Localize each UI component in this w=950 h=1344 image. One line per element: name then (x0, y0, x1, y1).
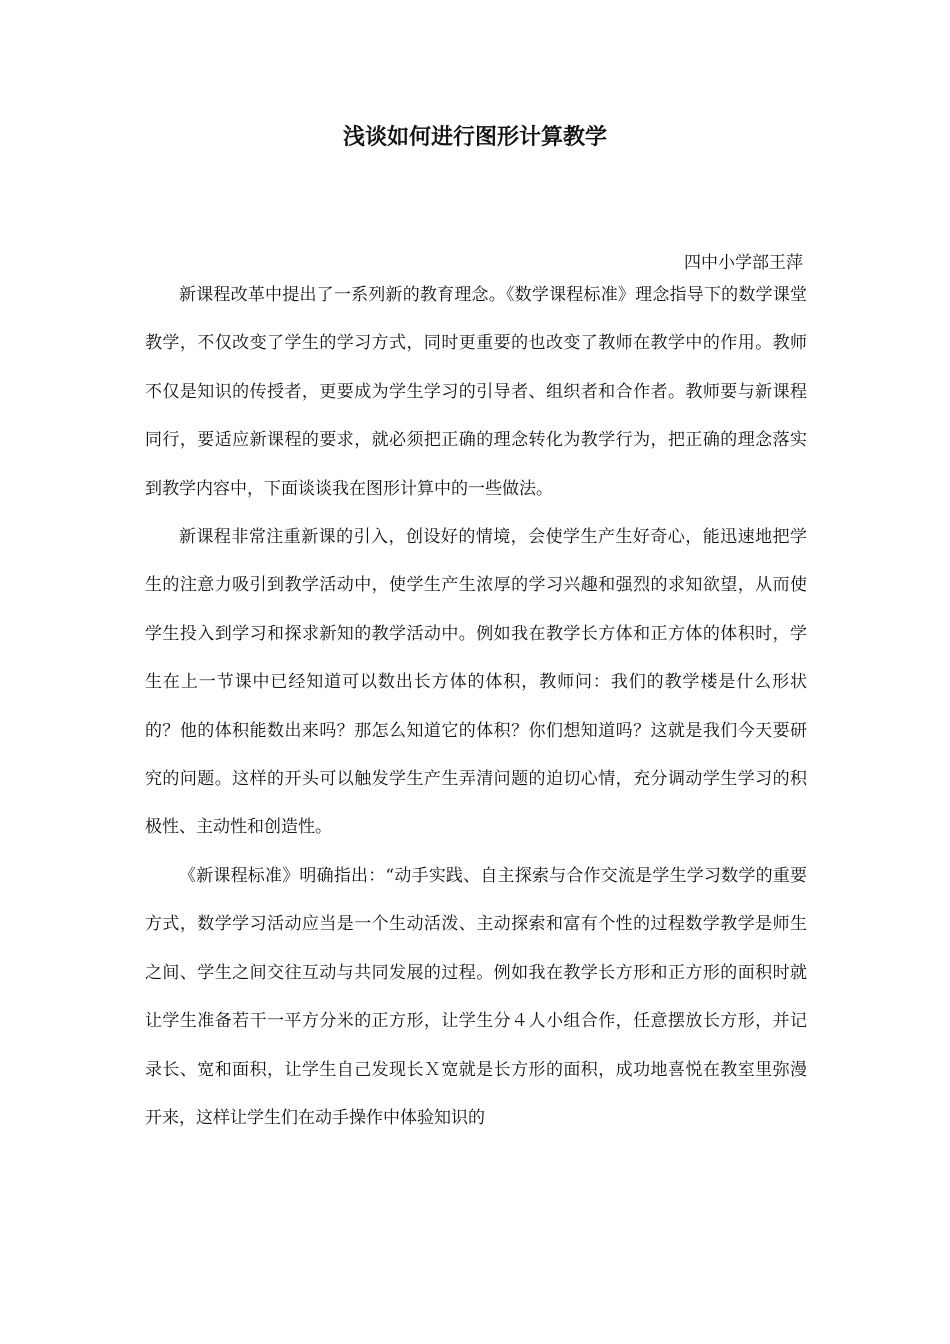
author-line: 四中小学部王萍 (684, 253, 803, 273)
paragraph-1: 新课程改革中提出了一系列新的教育理念。《数学课程标准》理念指导下的数学课堂教学，不仅改变了学生的学习方式，同时更重要的也改变了教师在教学中的作用。教师不仅是知识的传授者，更要成为学生学习的引导者、组织者和合作者。教师要与新课程同行，要适应新课程的要求，就必须把正确的理念转化为教学行为，把正确的理念落实到教学内容中，下面谈谈我在图形计算中的一些做法。 (145, 285, 807, 499)
paragraph-3: 《新课程标准》明确指出：“动手实践、自主探索与合作交流是学生学习数学的重要方式，数学学习活动应当是一个生动活泼、主动探索和富有个性的过程数学教学是师生之间、学生之间交往互动与共同发展的过程。例如我在教学长方形和正方形的面积时就让学生准备若干一平方分米的正方形，让学生分４人小组合作，任意摆放长方形，并记录长、宽和面积，让学生自己发现长Ｘ宽就是长方形的面积，成功地喜悦在教室里弥漫开来，这样让学生们在动手操作中体验知识的 (145, 865, 807, 1128)
document-title: 浅谈如何进行图形计算教学 (342, 125, 607, 150)
paragraph-2: 新课程非常注重新课的引入，创设好的情境，会使学生产生好奇心，能迅速地把学生的注意力吸引到教学活动中，使学生产生浓厚的学习兴趣和强烈的求知欲望，从而使学生投入到学习和探求新知的教学活动中。例如我在教学长方体和正方体的体积时，学生在上一节课中已经知道可以数出长方体的体积，教师问：我们的教学楼是什么形状的？他的体积能数出来吗？那怎么知道它的体积？你们想知道吗？这就是我们今天要研究的问题。这样的开头可以触发学生产生弄清问题的迫切心情，充分调动学生学习的积极性、主动性和创造性。 (145, 527, 807, 838)
document-body (145, 271, 807, 1142)
